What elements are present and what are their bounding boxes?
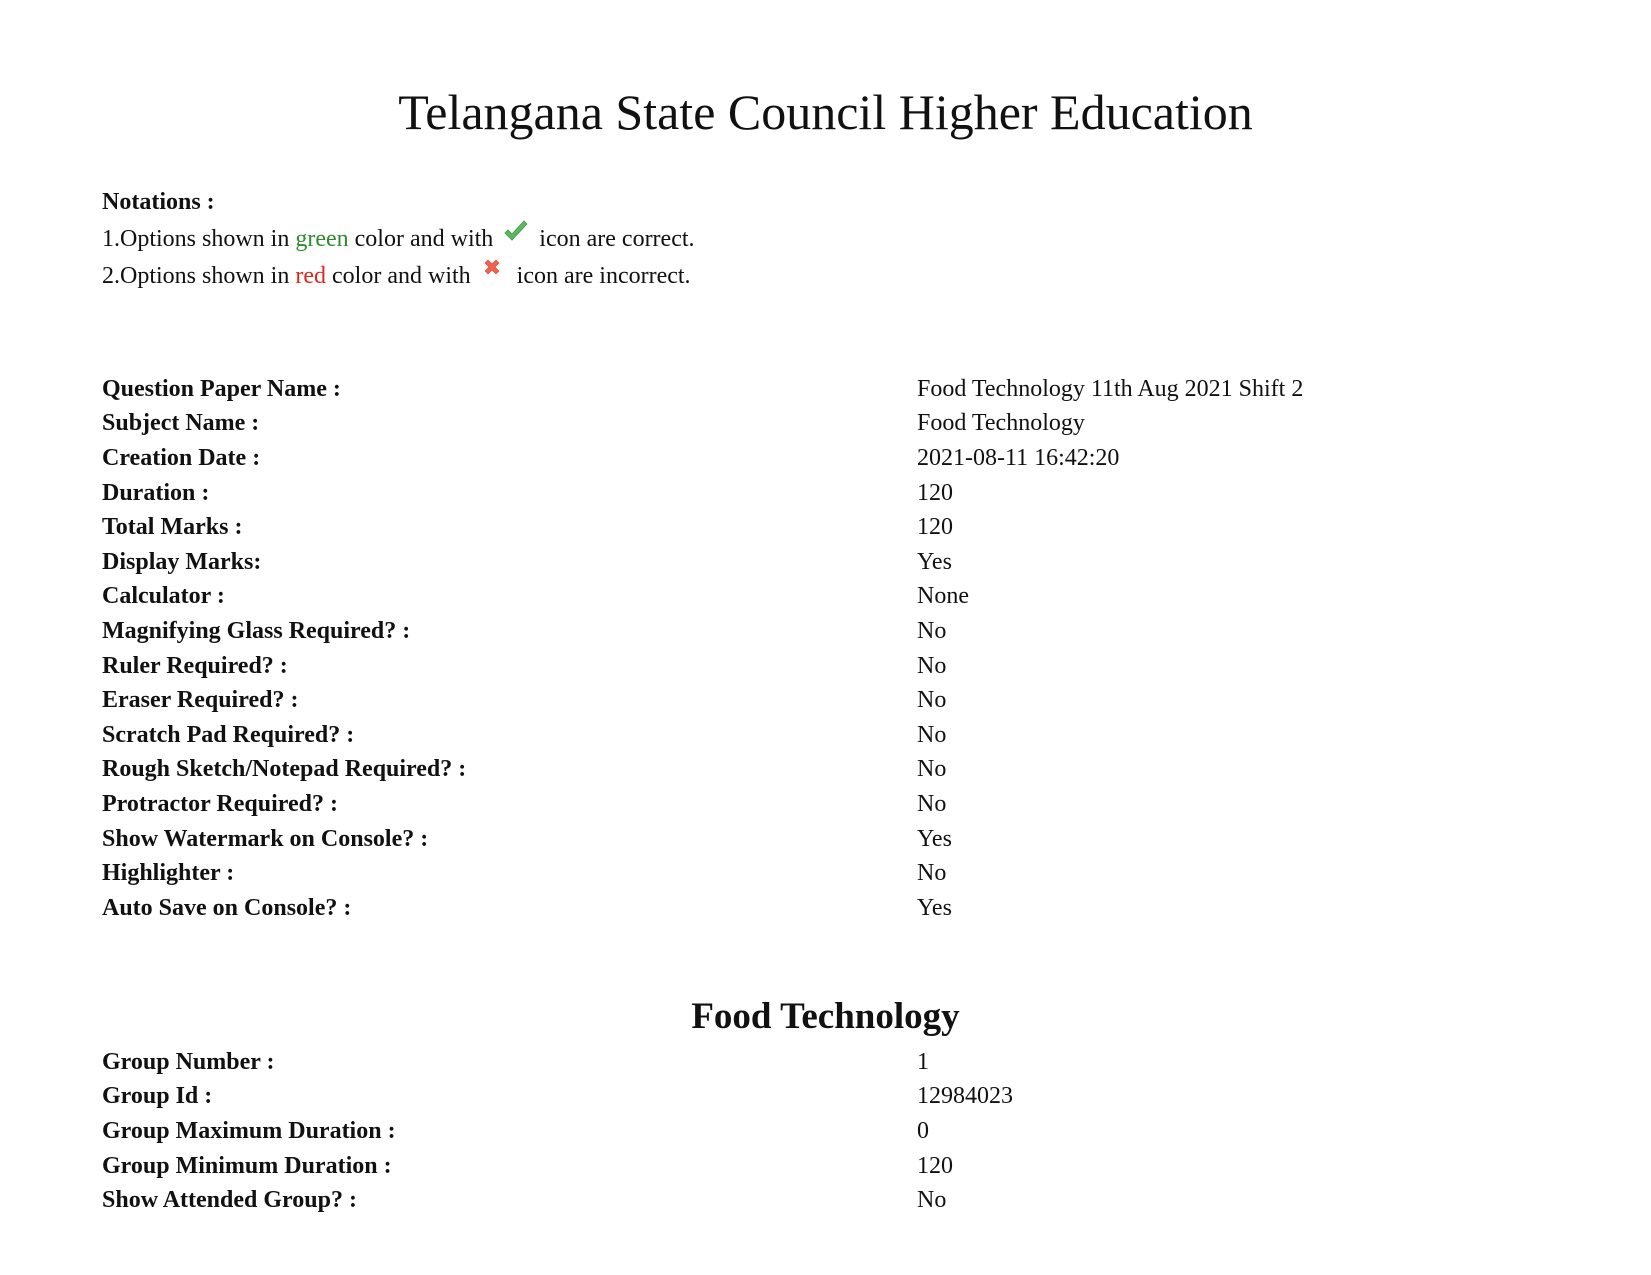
info-label: Question Paper Name : xyxy=(102,375,341,402)
notation-green-word: green xyxy=(295,226,349,252)
group-label: Show Attended Group? : xyxy=(102,1187,357,1214)
info-label: Subject Name : xyxy=(102,410,260,437)
group-label: Group Maximum Duration : xyxy=(102,1117,396,1144)
group-row xyxy=(102,1045,1552,1080)
info-label: Eraser Required? : xyxy=(102,687,299,714)
info-value: None xyxy=(917,583,969,610)
info-row xyxy=(102,787,1552,822)
info-row xyxy=(102,372,1552,407)
info-row xyxy=(102,891,1552,926)
info-label: Calculator : xyxy=(102,583,225,610)
info-row xyxy=(102,580,1552,615)
info-label: Scratch Pad Required? : xyxy=(102,721,355,748)
notation-incorrect-prefix: 2.Options shown in xyxy=(102,263,296,289)
notation-red-word: red xyxy=(295,263,327,289)
cross-icon xyxy=(481,262,507,284)
info-value: No xyxy=(917,790,947,817)
info-row xyxy=(102,718,1552,753)
page-title: Telangana State Council Higher Education xyxy=(398,84,1253,140)
info-row xyxy=(102,856,1552,891)
group-row xyxy=(102,1149,1552,1184)
info-value: Yes xyxy=(917,894,952,921)
group-label: Group Number : xyxy=(102,1048,275,1075)
group-info-table xyxy=(102,1045,1552,1218)
group-value: 120 xyxy=(917,1152,953,1179)
paper-info-table xyxy=(102,372,1552,926)
notation-incorrect xyxy=(102,258,695,295)
info-row xyxy=(102,476,1552,511)
info-value: 2021-08-11 16:42:20 xyxy=(917,444,1120,471)
info-row xyxy=(102,510,1552,545)
info-row xyxy=(102,753,1552,788)
group-label: Group Id : xyxy=(102,1083,213,1110)
group-row xyxy=(102,1080,1552,1115)
group-value: 12984023 xyxy=(917,1083,1013,1110)
info-value: No xyxy=(917,721,947,748)
notation-correct-middle: color and with xyxy=(348,226,500,252)
group-label: Group Minimum Duration : xyxy=(102,1152,392,1179)
info-row xyxy=(102,441,1552,476)
info-value: Yes xyxy=(917,825,952,852)
group-value: 0 xyxy=(917,1117,929,1144)
info-value: Food Technology 11th Aug 2021 Shift 2 xyxy=(917,375,1304,402)
group-value: No xyxy=(917,1187,947,1214)
info-row xyxy=(102,649,1552,684)
info-row xyxy=(102,822,1552,857)
group-value: 1 xyxy=(917,1048,929,1075)
info-value: No xyxy=(917,687,947,714)
info-label: Ruler Required? : xyxy=(102,652,288,679)
info-label: Protractor Required? : xyxy=(102,790,338,817)
info-row xyxy=(102,407,1552,442)
info-label: Magnifying Glass Required? : xyxy=(102,617,411,644)
notation-incorrect-suffix: icon are incorrect. xyxy=(510,263,691,289)
info-value: No xyxy=(917,756,947,783)
info-value: 120 xyxy=(917,479,953,506)
info-value: Yes xyxy=(917,548,952,575)
info-label: Display Marks: xyxy=(102,548,262,575)
info-row xyxy=(102,683,1552,718)
notations-block xyxy=(102,184,695,295)
info-label: Highlighter : xyxy=(102,860,235,887)
section-title: Food Technology xyxy=(691,996,960,1037)
check-icon xyxy=(503,225,529,247)
info-value: Food Technology xyxy=(917,410,1085,437)
info-value: 120 xyxy=(917,514,953,541)
notation-correct xyxy=(102,221,695,258)
group-row xyxy=(102,1114,1552,1149)
info-label: Duration : xyxy=(102,479,210,506)
info-value: No xyxy=(917,617,947,644)
notation-correct-suffix: icon are correct. xyxy=(533,226,695,252)
info-label: Creation Date : xyxy=(102,444,261,471)
info-label: Rough Sketch/Notepad Required? : xyxy=(102,756,467,783)
info-value: No xyxy=(917,652,947,679)
group-row xyxy=(102,1183,1552,1218)
info-value: No xyxy=(917,860,947,887)
info-row xyxy=(102,545,1552,580)
info-row xyxy=(102,614,1552,649)
info-label: Total Marks : xyxy=(102,514,243,541)
info-label: Auto Save on Console? : xyxy=(102,894,352,921)
notation-incorrect-middle: color and with xyxy=(326,263,477,289)
info-label: Show Watermark on Console? : xyxy=(102,825,429,852)
notations-heading: Notations : xyxy=(102,189,215,215)
notation-correct-prefix: 1.Options shown in xyxy=(102,226,296,252)
